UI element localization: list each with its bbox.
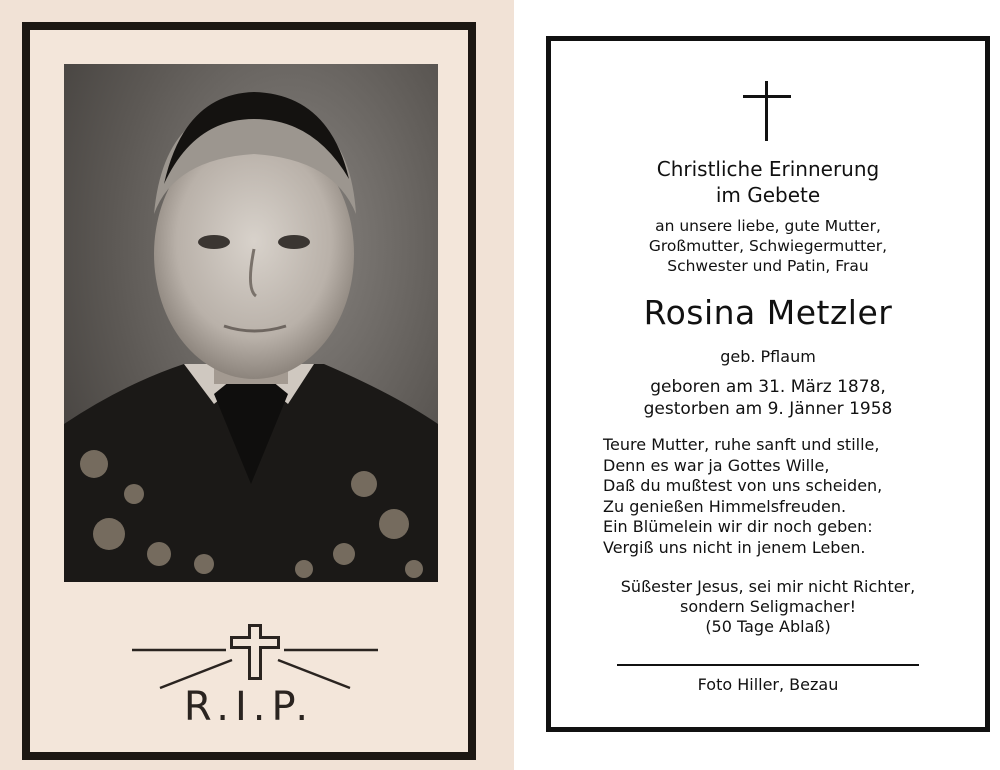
heading-line-2: im Gebete — [715, 183, 821, 207]
poem-line: Ein Blümelein wir dir noch geben: — [603, 517, 873, 536]
photographer-credit: Foto Hiller, Bezau — [697, 675, 839, 694]
poem-line: Daß du mußtest von uns scheiden, — [603, 476, 883, 495]
portrait-photo — [64, 64, 438, 582]
maiden-name: geb. Pflaum — [720, 347, 816, 366]
poem-line: Denn es war ja Gottes Wille, — [603, 455, 830, 475]
intro-line: Schwester und Patin, Frau — [667, 257, 869, 275]
right-card-back — [530, 14, 1000, 764]
cross-icon — [743, 81, 791, 141]
poem-line: Zu genießen Himmelsfreuden. — [603, 496, 847, 516]
heading-line-1: Christliche Erinnerung — [656, 157, 880, 181]
intro-line: an unsere liebe, gute Mutter, — [655, 217, 881, 235]
mourning-frame-text — [546, 36, 990, 732]
poem-line: Teure Mutter, ruhe sanft und stille, — [603, 435, 880, 454]
birth-date: geboren am 31. März 1878, — [650, 377, 886, 397]
memorial-poem — [603, 435, 882, 558]
deceased-name: Rosina Metzler — [643, 293, 893, 332]
divider — [617, 664, 919, 666]
prayer-line: sondern Seligmacher! — [680, 597, 856, 616]
mourning-frame — [22, 22, 476, 760]
cross-icon — [230, 624, 280, 680]
death-date: gestorben am 9. Jänner 1958 — [643, 399, 893, 419]
prayer-line: (50 Tage Ablaß) — [705, 617, 831, 636]
poem-line: Vergiß uns nicht in jenem Leben. — [603, 537, 866, 557]
rip-inscription: R.I.P. — [183, 684, 315, 730]
intro-line: Großmutter, Schwiegermutter, — [648, 237, 888, 255]
prayer-line: Süßester Jesus, sei mir nicht Richter, — [620, 577, 916, 596]
